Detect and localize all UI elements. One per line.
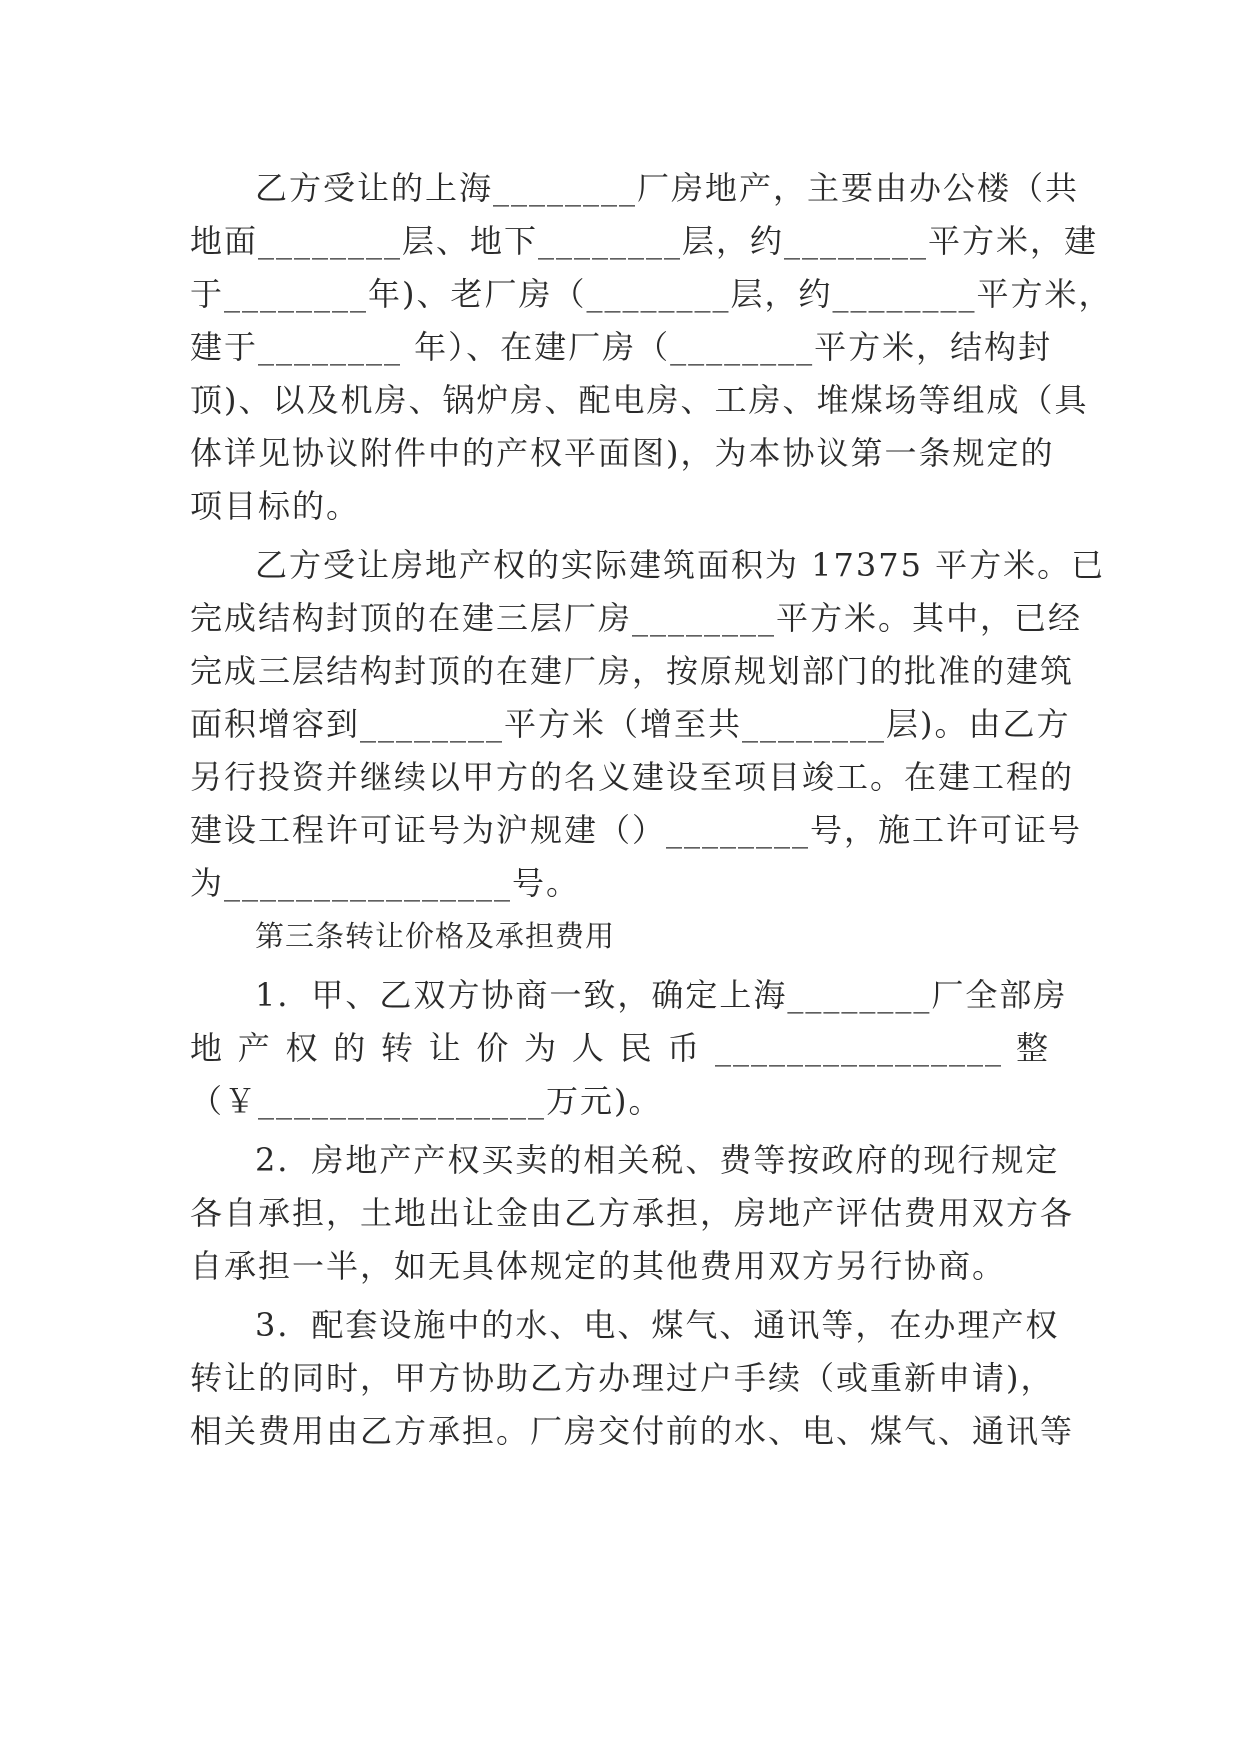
section-heading: 第三条转让价格及承担费用 <box>255 919 616 953</box>
text-line: 自承担一半，如无具体规定的其他费用双方另行协商。 <box>190 1247 1007 1285</box>
text-line: 完成三层结构封顶的在建厂房，按原规划部门的批准的建筑 <box>190 652 1075 690</box>
text-line: 3．配套设施中的水、电、煤气、通讯等，在办理产权 <box>255 1306 1060 1344</box>
text-line: 转让的同时，甲方协助乙方办理过户手续（或重新申请)， <box>190 1359 1055 1397</box>
text-line: 乙方受让的上海________厂房地产，主要由办公楼（共 <box>255 169 1080 207</box>
text-line: 1．甲、乙双方协商一致，确定上海________厂全部房 <box>255 976 1068 1014</box>
text-line: 面积增容到________平方米（增至共________层)。由乙方 <box>190 705 1071 743</box>
text-line: 地 产 权 的 转 让 价 为 人 民 币 ________________ 整 <box>190 1029 1050 1067</box>
text-line: 乙方受让房地产权的实际建筑面积为 17375 平方米。已 <box>255 546 1106 584</box>
text-line: 于________年)、老厂房（________层，约________平方米， <box>190 275 1113 313</box>
text-line: 相关费用由乙方承担。厂房交付前的水、电、煤气、通讯等 <box>190 1412 1075 1450</box>
text-line: 建于________ 年）、在建厂房（________平方米，结构封 <box>190 328 1053 366</box>
text-line: 地面________层、地下________层，约________平方米，建 <box>190 222 1099 260</box>
text-line: 为________________号。 <box>190 864 581 902</box>
text-line: 顶)、以及机房、锅炉房、配电房、工房、堆煤场等组成（具 <box>190 381 1089 419</box>
text-line: 2．房地产产权买卖的相关税、费等按政府的现行规定 <box>255 1141 1060 1179</box>
text-line: （￥________________万元)。 <box>190 1082 663 1120</box>
text-line: 各自承担，土地出让金由乙方承担，房地产评估费用双方各 <box>190 1194 1075 1232</box>
text-line: 体详见协议附件中的产权平面图)，为本协议第一条规定的 <box>190 434 1055 472</box>
text-line: 完成结构封顶的在建三层厂房________平方米。其中，已经 <box>190 599 1083 637</box>
text-line: 另行投资并继续以甲方的名义建设至项目竣工。在建工程的 <box>190 758 1075 796</box>
text-line: 项目标的。 <box>190 487 361 525</box>
text-line: 建设工程许可证号为沪规建（）________号，施工许可证号 <box>190 811 1083 849</box>
